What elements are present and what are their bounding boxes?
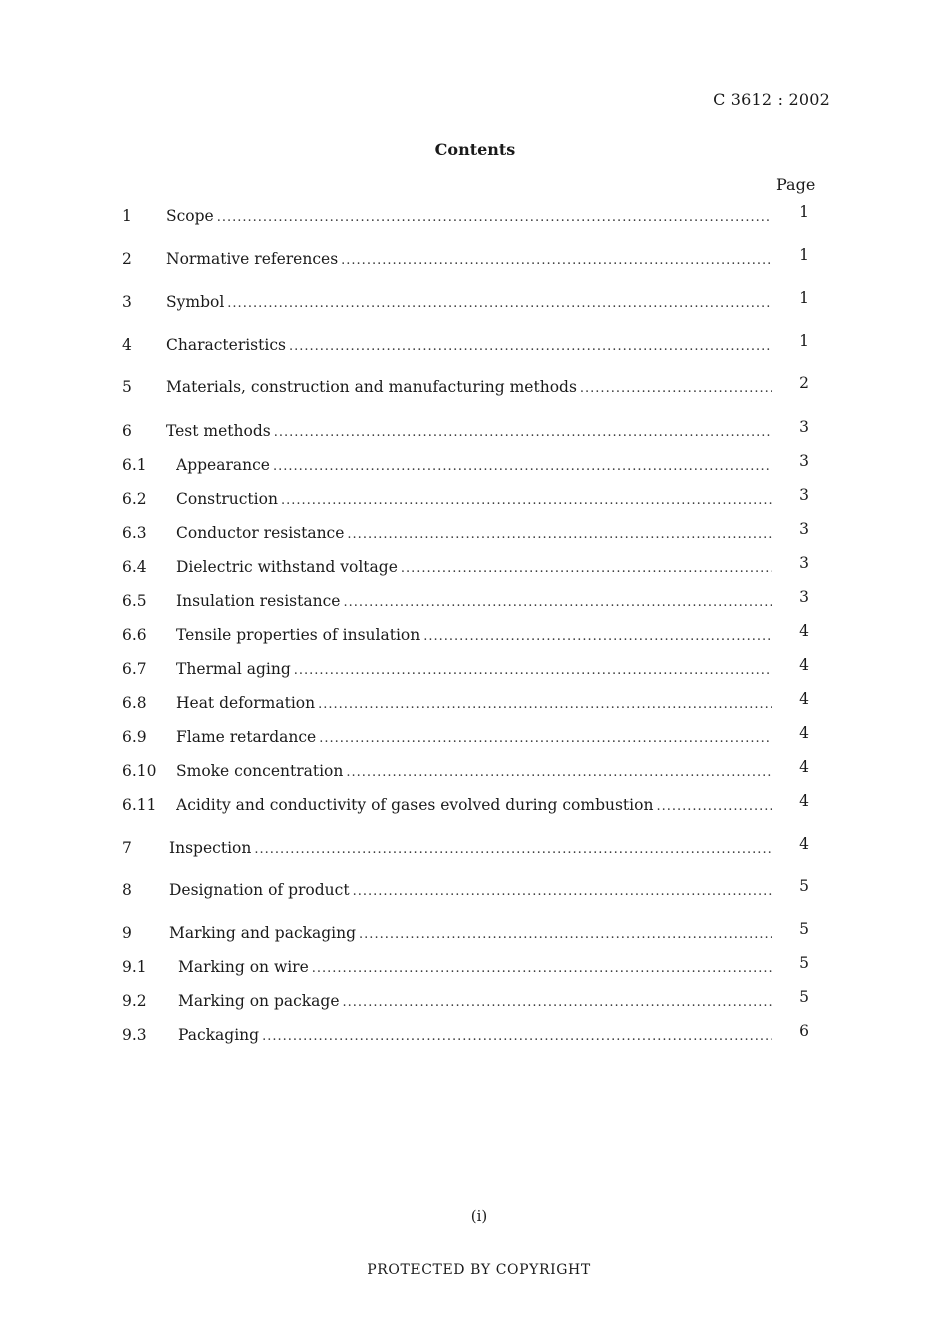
dot-leader: [281, 490, 772, 512]
toc-page-number: 3: [799, 486, 809, 504]
toc-number: 6.4: [122, 558, 147, 576]
toc-number: 6.11: [122, 796, 157, 814]
dot-leader: [346, 762, 772, 784]
toc-entry-1[interactable]: [122, 205, 812, 227]
toc-number: 6.2: [122, 490, 147, 508]
dot-leader: [353, 881, 772, 903]
dot-leader: [312, 958, 772, 980]
toc-page-number: 4: [799, 690, 809, 708]
toc-page-number: 4: [799, 622, 809, 640]
toc-title: Marking and packaging: [169, 924, 357, 942]
toc-title: Characteristics: [166, 336, 286, 354]
copyright-notice: PROTECTED BY COPYRIGHT: [367, 1262, 591, 1278]
toc-page-number: 5: [799, 954, 809, 972]
toc-number: 6.6: [122, 626, 147, 644]
dot-leader: [319, 728, 772, 750]
toc-title: Flame retardance: [176, 728, 317, 746]
dot-leader: [254, 839, 772, 861]
toc-title: Appearance: [176, 456, 270, 474]
toc-entry-6-6[interactable]: [122, 624, 812, 646]
dot-leader: [343, 592, 772, 614]
toc-number: 6.8: [122, 694, 147, 712]
dot-leader: [347, 524, 772, 546]
toc-title: Thermal aging: [176, 660, 291, 678]
toc-page-number: 2: [799, 374, 809, 392]
toc-entry-6-4[interactable]: [122, 556, 812, 578]
dot-leader: [273, 456, 772, 478]
toc-title: Marking on wire: [178, 958, 309, 976]
toc-page-number: 5: [799, 920, 809, 938]
toc-page-number: 4: [799, 724, 809, 742]
toc-page-number: 4: [799, 656, 809, 674]
toc-page-number: 4: [799, 835, 809, 853]
toc-page-number: 4: [799, 758, 809, 776]
toc-number: 9.2: [122, 992, 147, 1010]
dot-leader: [262, 1026, 772, 1048]
dot-leader: [359, 924, 772, 946]
toc-entry-6-3[interactable]: [122, 522, 812, 544]
toc-page-number: 3: [799, 520, 809, 538]
toc-title: Scope: [166, 207, 214, 225]
toc-page-number: 3: [799, 452, 809, 470]
dot-leader: [343, 992, 772, 1014]
toc-title: Acidity and conductivity of gases evolved during combustion: [176, 796, 654, 814]
toc-entry-6-9[interactable]: [122, 726, 812, 748]
toc-number: 4: [122, 336, 132, 354]
toc-number: 8: [122, 881, 132, 899]
toc-page-number: 3: [799, 418, 809, 436]
toc-entry-6-8[interactable]: [122, 692, 812, 714]
toc-title: Smoke concentration: [176, 762, 344, 780]
toc-entry-6-7[interactable]: [122, 658, 812, 680]
toc-page-number: 1: [799, 332, 809, 350]
toc-number: 6.10: [122, 762, 157, 780]
toc-title: Dielectric withstand voltage: [176, 558, 398, 576]
dot-leader: [217, 207, 772, 229]
toc-title: Marking on package: [178, 992, 340, 1010]
toc-page-number: 4: [799, 792, 809, 810]
toc-page-number: 3: [799, 554, 809, 572]
toc-entry-7[interactable]: [122, 837, 812, 859]
toc-entry-9-1[interactable]: [122, 956, 812, 978]
toc-number: 9: [122, 924, 132, 942]
toc-page-number: 1: [799, 246, 809, 264]
toc-entry-5[interactable]: [122, 376, 812, 398]
toc-entry-6-5[interactable]: [122, 590, 812, 612]
toc-page-number: 5: [799, 877, 809, 895]
toc-title: Designation of product: [169, 881, 350, 899]
toc-number: 9.3: [122, 1026, 147, 1044]
toc-entry-6-1[interactable]: [122, 454, 812, 476]
toc-number: 6: [122, 422, 132, 440]
toc-entry-6-10[interactable]: [122, 760, 812, 782]
toc-title: Conductor resistance: [176, 524, 345, 542]
toc-number: 6.5: [122, 592, 147, 610]
dot-leader: [341, 250, 772, 272]
toc-number: 3: [122, 293, 132, 311]
dot-leader: [289, 336, 772, 358]
dot-leader: [227, 293, 772, 315]
toc-number: 6.7: [122, 660, 147, 678]
toc-title: Construction: [176, 490, 278, 508]
toc-title: Insulation resistance: [176, 592, 341, 610]
toc-title: Symbol: [166, 293, 225, 311]
toc-title: Materials, construction and manufacturing methods: [166, 378, 577, 396]
dot-leader: [423, 626, 772, 648]
toc-title: Inspection: [169, 839, 252, 857]
toc-entry-6-2[interactable]: [122, 488, 812, 510]
dot-leader: [318, 694, 772, 716]
toc-entry-6[interactable]: [122, 420, 812, 442]
toc-title: Heat deformation: [176, 694, 316, 712]
toc-page-number: 3: [799, 588, 809, 606]
dot-leader: [401, 558, 772, 580]
toc-entry-8[interactable]: [122, 879, 812, 901]
toc-page-number: 6: [799, 1022, 809, 1040]
toc-entry-9-2[interactable]: [122, 990, 812, 1012]
toc-number: 7: [122, 839, 132, 857]
toc-number: 6.9: [122, 728, 147, 746]
toc-entry-9-3[interactable]: [122, 1024, 812, 1046]
page-title: Contents: [434, 140, 516, 159]
toc-entry-3[interactable]: [122, 291, 812, 313]
toc-number: 6.1: [122, 456, 147, 474]
toc-page-number: 1: [799, 203, 809, 221]
page-folio: (i): [470, 1207, 488, 1225]
page-column-header: Page: [776, 175, 816, 194]
toc-number: 9.1: [122, 958, 147, 976]
toc-title: Tensile properties of insulation: [176, 626, 421, 644]
toc-page-number: 1: [799, 289, 809, 307]
dot-leader: [274, 422, 772, 444]
toc-entry-6-11[interactable]: [122, 794, 812, 816]
toc-entry-9[interactable]: [122, 922, 812, 944]
toc-title: Normative references: [166, 250, 339, 268]
toc-entry-2[interactable]: [122, 248, 812, 270]
dot-leader: [656, 796, 772, 818]
toc-page-number: 5: [799, 988, 809, 1006]
dot-leader: [580, 378, 772, 400]
toc-number: 6.3: [122, 524, 147, 542]
dot-leader: [294, 660, 772, 682]
toc-number: 1: [122, 207, 132, 225]
toc-number: 2: [122, 250, 132, 268]
toc-entry-4[interactable]: [122, 334, 812, 356]
toc-title: Test methods: [166, 422, 271, 440]
toc-title: Packaging: [178, 1026, 260, 1044]
document-id: C 3612 : 2002: [713, 90, 830, 109]
toc-number: 5: [122, 378, 132, 396]
